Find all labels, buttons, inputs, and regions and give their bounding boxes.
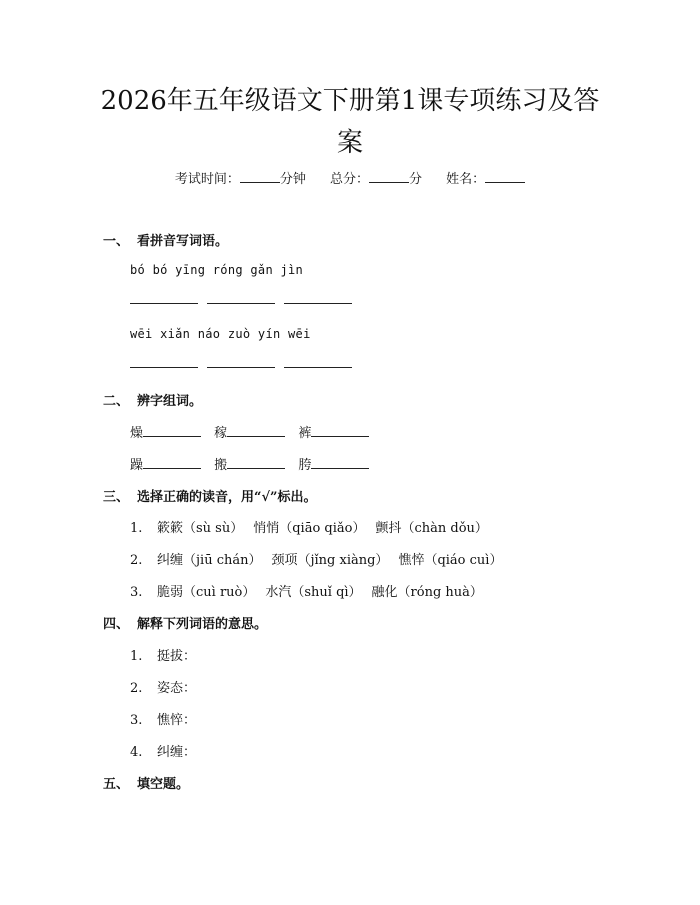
char: 胯 [298,458,312,473]
term-label: 纠缠： [157,745,197,760]
section-title: 解释下列词语的意思。 [137,617,268,632]
time-label: 考试时间： [174,172,240,187]
reading-option[interactable]: 颤抖（chàn dǒu） [375,521,488,536]
reading-option[interactable]: 憔悴（qiáo cuì） [398,553,503,568]
item-number: 4. [130,745,143,760]
jieshi-item [130,709,196,728]
section-title: 辨字组词。 [137,394,203,409]
answer-blank[interactable] [284,367,352,368]
section-number: 四、 [103,617,130,632]
duyin-item [130,549,512,568]
section-heading [103,613,267,632]
page-title: 2026年五年级语文下册第1课专项练习及答案 [100,86,600,158]
reading-option[interactable]: 纠缠（jiū chán） [157,553,262,568]
item-number: 3. [130,585,143,600]
term-label: 挺拔： [157,649,197,664]
char: 裤 [298,426,312,441]
jieshi-item [130,677,196,696]
answer-blank-row [130,357,361,372]
reading-option[interactable]: 水汽（shuǐ qì） [265,585,362,600]
reading-option[interactable]: 脆弱（cuì ruò） [157,585,256,600]
char: 躁 [130,458,144,473]
name-field [446,172,525,187]
reading-option[interactable]: 簌簌（sù sù） [157,521,244,536]
char-pair [214,454,285,473]
char: 稼 [214,426,228,441]
answer-blank[interactable] [284,303,352,304]
item-number: 1. [130,521,143,536]
word-blank[interactable] [311,436,369,437]
char-pair [214,422,285,441]
time-field [175,172,310,187]
pinyin-row: wēi xiǎn náo zuò yín wēi [130,327,311,341]
pinyin-row: bó bó yīng róng gǎn jìn [130,263,304,277]
char-pair [130,422,201,441]
char: 燥 [130,426,144,441]
answer-blank[interactable] [207,367,275,368]
answer-blank-row [130,293,361,308]
name-label: 姓名： [446,172,486,187]
jieshi-item [130,741,196,760]
reading-option[interactable]: 融化（róng huà） [371,585,483,600]
score-unit: 分 [409,172,423,187]
duyin-item [130,581,493,600]
char-pair [130,454,201,473]
reading-option[interactable]: 颈项（jǐng xiàng） [271,553,389,568]
score-blank[interactable] [369,182,409,183]
section-title: 选择正确的读音，用“√”标出。 [137,490,317,505]
word-blank[interactable] [227,468,285,469]
word-blank[interactable] [227,436,285,437]
section-number: 五、 [103,777,130,792]
term-label: 姿态： [157,681,197,696]
char-pair [298,422,369,441]
section-title: 填空题。 [137,777,190,792]
bianzi-row [130,454,378,473]
word-blank[interactable] [143,436,201,437]
section-number: 三、 [103,490,130,505]
item-number: 2. [130,553,143,568]
word-blank[interactable] [311,468,369,469]
word-blank[interactable] [143,468,201,469]
item-number: 2. [130,681,143,696]
item-number: 3. [130,713,143,728]
item-number: 1. [130,649,143,664]
exam-meta [0,168,700,187]
answer-blank[interactable] [207,303,275,304]
bianzi-row [130,422,378,441]
section-heading [103,486,317,505]
duyin-item [130,517,498,536]
char-pair [298,454,369,473]
answer-blank[interactable] [130,303,198,304]
time-blank[interactable] [240,182,280,183]
reading-option[interactable]: 悄悄（qiāo qiǎo） [253,521,366,536]
score-label: 总分： [329,172,369,187]
answer-blank[interactable] [130,367,198,368]
section-heading [103,230,228,249]
section-title: 看拼音写词语。 [137,234,229,249]
score-field [330,172,426,187]
name-blank[interactable] [485,182,525,183]
section-heading [103,390,202,409]
term-label: 憔悴： [157,713,197,728]
time-unit: 分钟 [279,172,306,187]
section-number: 二、 [103,394,130,409]
jieshi-item [130,645,196,664]
section-heading [103,773,189,792]
section-number: 一、 [103,234,130,249]
char: 搬 [214,458,228,473]
